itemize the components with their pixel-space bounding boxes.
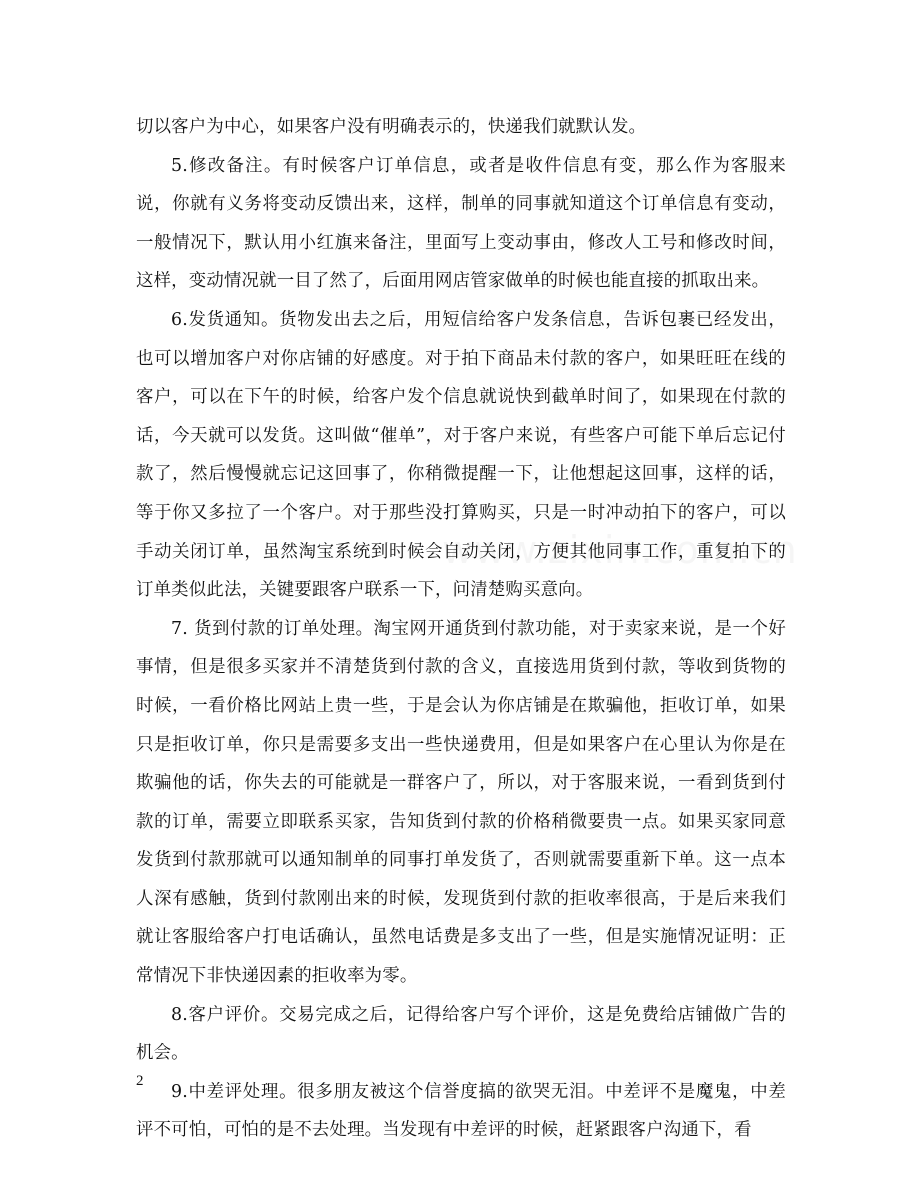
paragraph-continuation: 切以客户为中心，如果客户没有明确表示的，快递我们就默认发。 (136, 117, 647, 137)
watermark (442, 528, 798, 572)
paragraph-shipping-notice: 6.发货通知。货物发出去之后，用短信给客户发条信息，告诉包裹已经发出，也可以增加客户对你店铺的好感度。对于拍下商品未付款的客户，如果旺旺在线的客户，可以在下午的时候，给客户发个信息就说快到截单时间了，如果现在付款的话，今天就可以发货。这叫做“催单”，对于客户来说，有些客户可能下单后忘记付款了，然后慢慢就忘记这回事了，你稍微提醒一下，让他想起这回事，这样的话，等于你又多拉了一个客户。对于那些没打算购买，只是一时冲动拍下的客户，可以手动关闭订单，虽然淘宝系统到时候会自动关闭，方便其他同事工作，重复拍下的订单类似此法，关键要跟客户联系一下，问清楚购买意向。 (136, 309, 786, 601)
page-number: 2 (136, 1073, 144, 1089)
paragraph-modify-notes: 5.修改备注。有时候客户订单信息，或者是收件信息有变，那么作为客服来说，你就有义务将变动反馈出来，这样，制单的同事就知道这个订单信息有变动，一般情况下，默认用小红旗来备注，里面写上变动事由，修改人工号和修改时间，这样，变动情况就一目了然了，后面用网店管家做单的时候也能直接的抓取出来。 (136, 155, 786, 292)
paragraph-negative-review: 9.中差评处理。很多朋友被这个信誉度搞的欲哭无泪。中差评不是魔鬼，中差评不可怕，可怕的是不去处理。当发现有中差评的时候，赶紧跟客户沟通下，看 (136, 1081, 786, 1141)
paragraph-customer-review: 8.客户评价。交易完成之后，记得给客户写个评价，这是免费给店铺做广告的机会。 (136, 1004, 786, 1064)
paragraph-cash-on-delivery: 7. 货到付款的订单处理。淘宝网开通货到付款功能，对于卖家来说，是一个好事情，但是很多买家并不清楚货到付款的含义，直接选用货到付款，等收到货物的时候，一看价格比网站上贵一些，于是会认为你店铺是在欺骗他，拒收订单，如果只是拒收订单，你只是需要多支出一些快递费用，但是如果客户在心里认为你是在欺骗他的话，你失去的可能就是一群客户了，所以，对于客服来说，一看到货到付款的订单，需要立即联系买家，告知货到付款的价格稍微要贵一点。如果买家同意发货到付款那就可以通知制单的同事打单发货了，否则就需要重新下单。这一点本人深有感触，货到付款刚出来的时候，发现货到付款的拒收率很高，于是后来我们就让客服给客户打电话确认，虽然电话费是多支出了一些，但是实施情况证明：正常情况下非快递因素的拒收率为零。 (136, 618, 786, 987)
body-text (136, 108, 786, 1150)
